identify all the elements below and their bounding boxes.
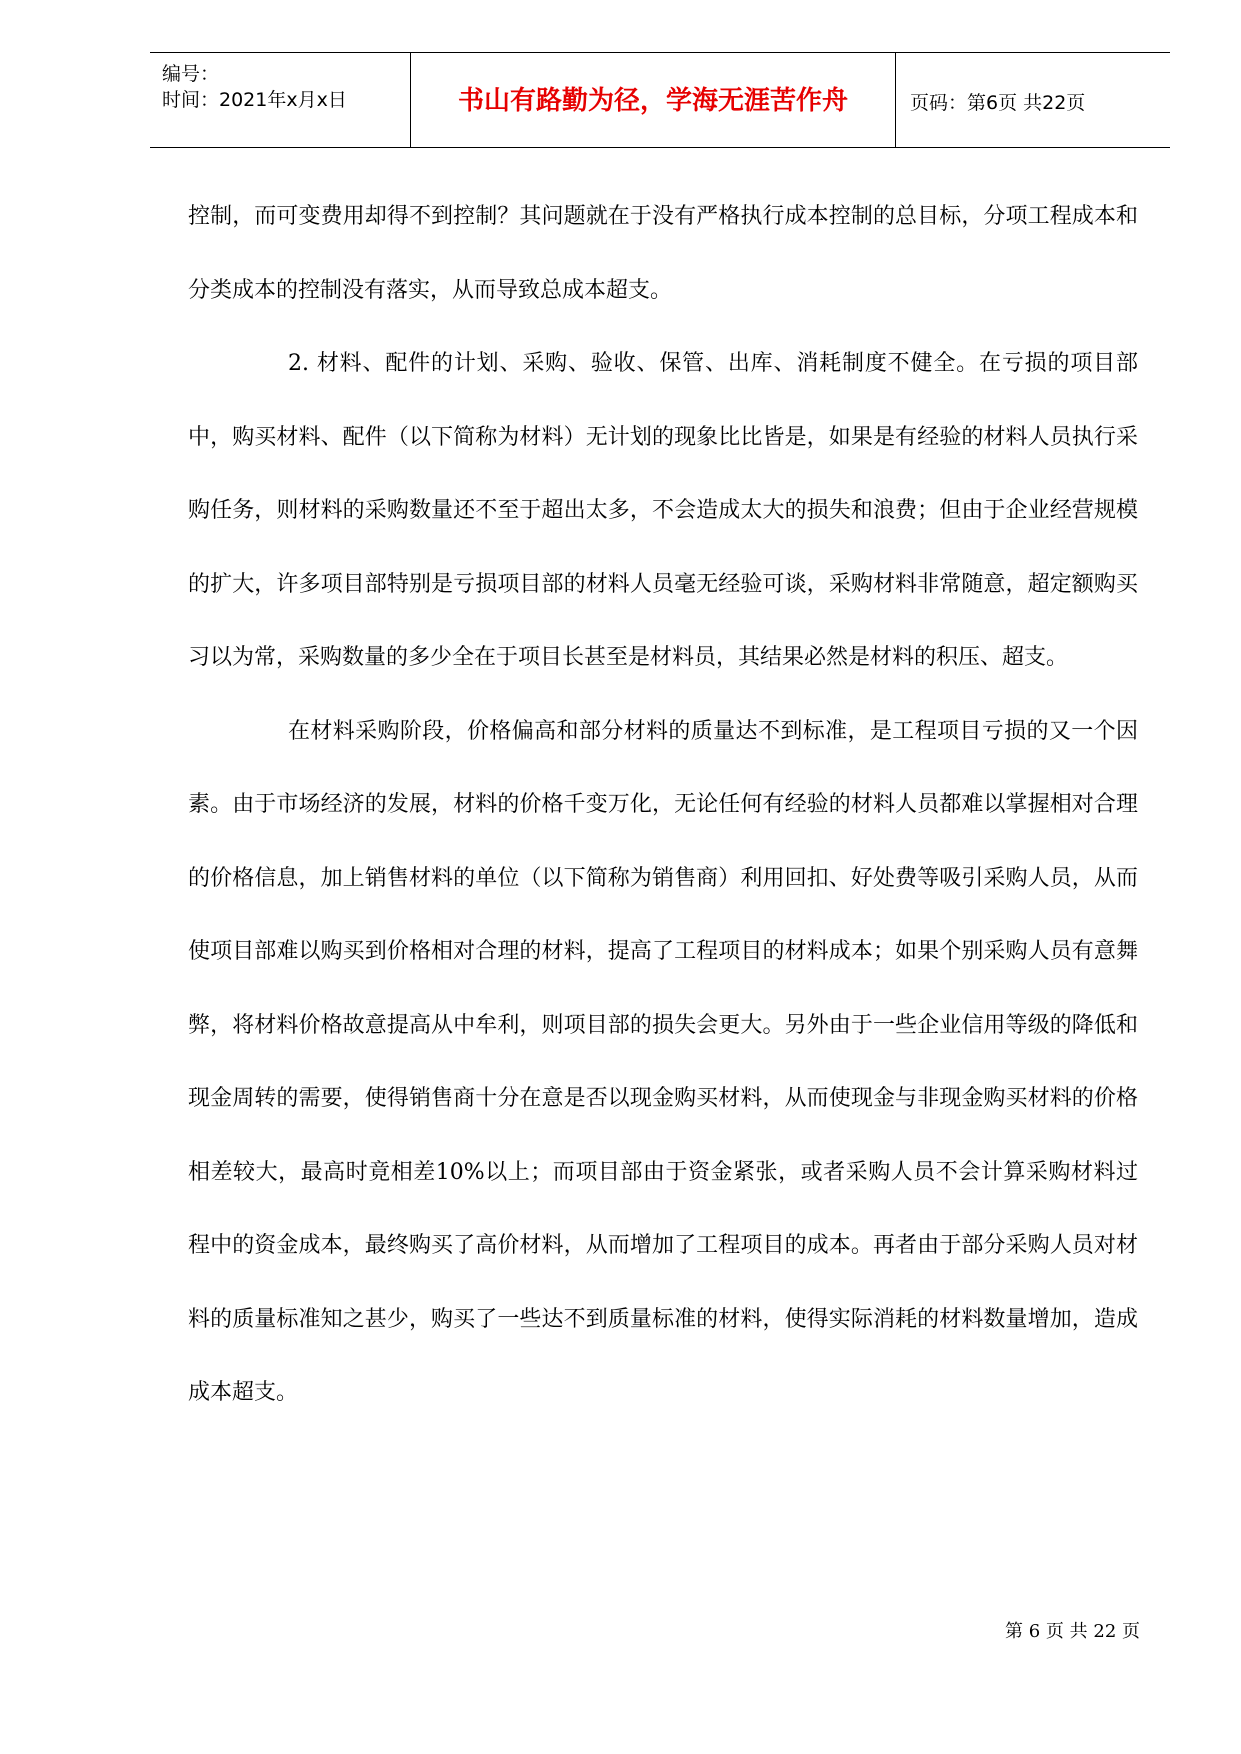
page-header [150,52,1170,148]
page-footer: 第 6 页 共 22 页 [1005,1621,1140,1642]
paragraph-1: 控制，而可变费用却得不到控制？其问题就在于没有严格执行成本控制的总目标，分项工程成本和分类成本的控制没有落实，从而导致总成本超支。 [188,204,1138,303]
paragraph-3: 在材料采购阶段，价格偏高和部分材料的质量达不到标准，是工程项目亏损的又一个因素。由于市场经济的发展，材料的价格千变万化，无论任何有经验的材料人员都难以掌握相对合理的价格信息，加上销售材料的单位（以下简称为销售商）利用回扣、好处费等吸引采购人员，从而使项目部难以购买到价格相对合理的材料，提高了工程项目的材料成本；如果个别采购人员有意舞弊，将材料价格故意提高从中牟利，则项目部的损失会更大。另外由于一些企业信用等级的降低和现金周转的需要，使得销售商十分在意是否以现金购买材料，从而使现金与非现金购买材料的价格相差较大，最高时竟相差10%以上；而项目部由于资金紧张，或者采购人员不会计算采购材料过程中的资金成本，最终购买了高价材料，从而增加了工程项目的成本。再者由于部分采购人员对材料的质量标准知之甚少，购买了一些达不到质量标准的材料，使得实际消耗的材料数量增加，造成成本超支。 [188,718,1138,1405]
document-body [188,180,1138,1430]
document-time-label: 时间：2021年x月x日 [162,89,347,111]
header-motto: 书山有路勤为径，学海无涯苦作舟 [457,86,848,116]
header-left-cell [150,53,410,147]
header-page-info: 页码：第6页 共22页 [910,92,1086,114]
paragraph-2: 2. 材料、配件的计划、采购、验收、保管、出库、消耗制度不健全。在亏损的项目部中，购买材料、配件（以下简称为材料）无计划的现象比比皆是，如果是有经验的材料人员执行采购任务，则材料的采购数量还不至于超出太多，不会造成太大的损失和浪费；但由于企业经营规模的扩大，许多项目部特别是亏损项目部的材料人员毫无经验可谈，采购材料非常随意，超定额购买习以为常，采购数量的多少全在于项目长甚至是材料员，其结果必然是材料的积压、超支。 [188,351,1138,670]
header-right-cell [896,53,1170,147]
document-code-label: 编号： [162,63,220,85]
header-middle-cell [410,53,896,147]
